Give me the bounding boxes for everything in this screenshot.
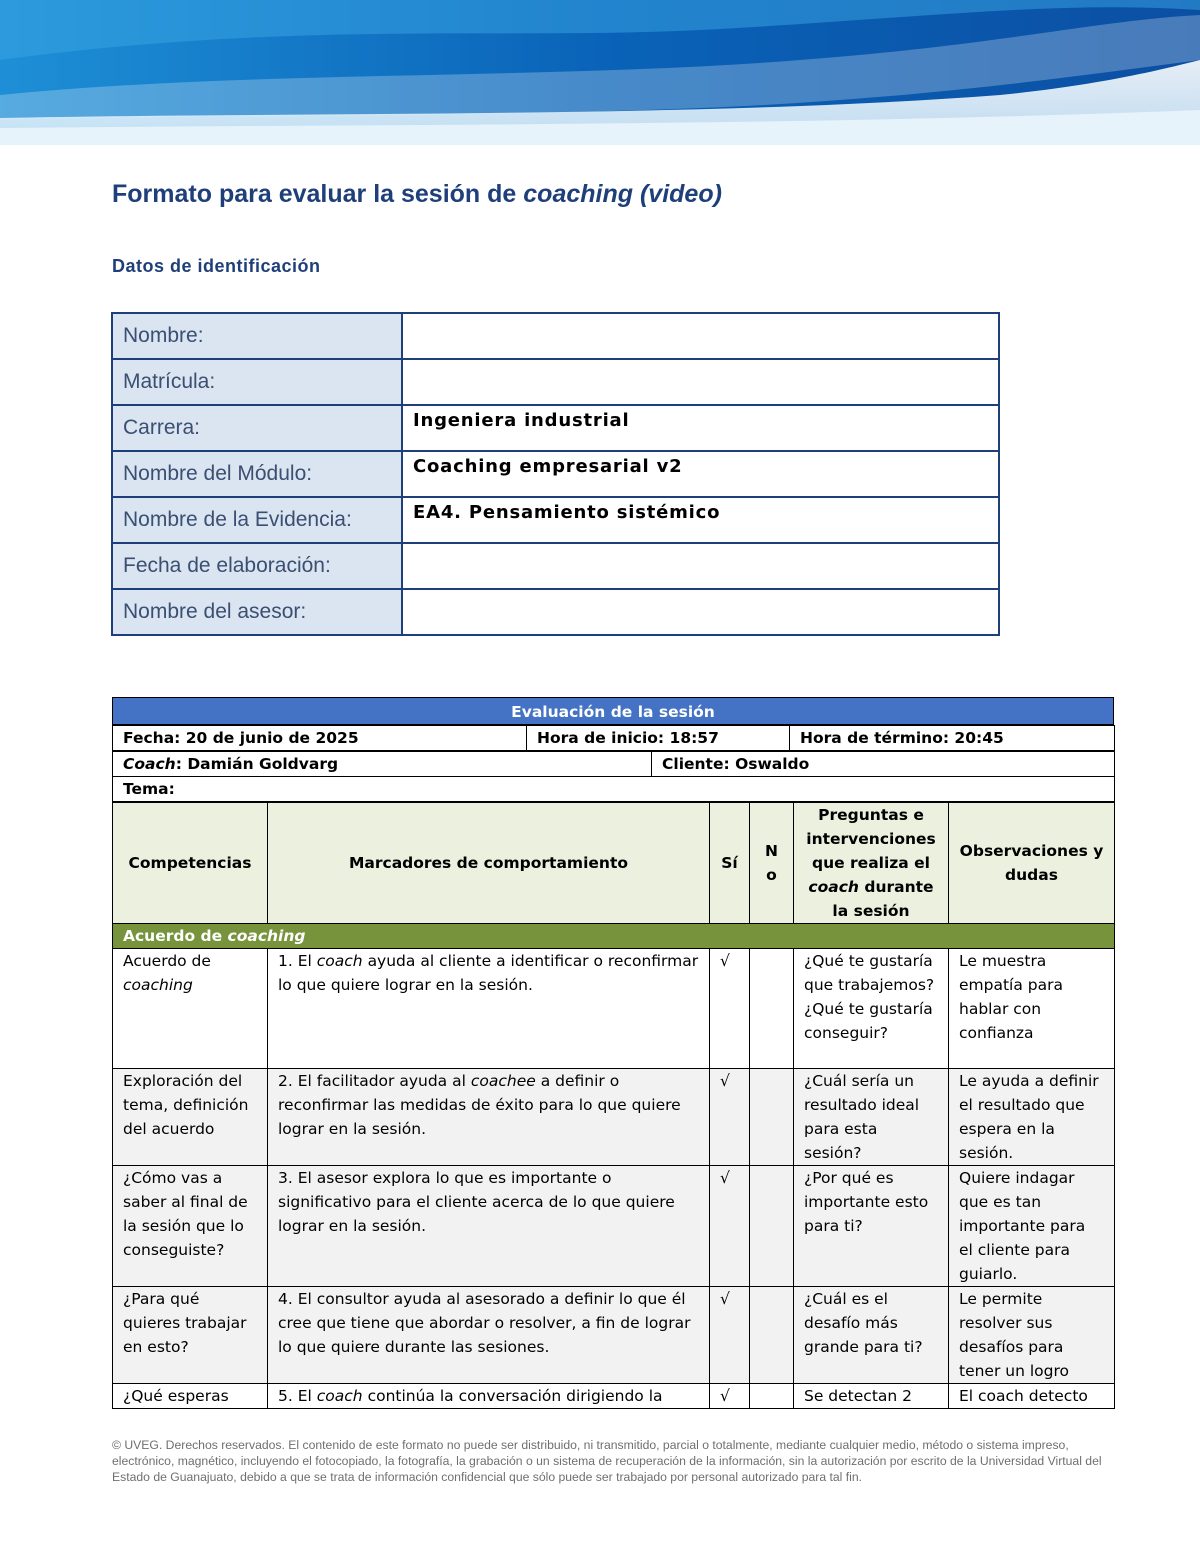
observaciones-cell: Le muestra empatía para hablar con confianza [949,949,1115,1069]
identification-row [112,313,999,359]
competencia-cell: Exploración del tema, definición del acuerdo [113,1069,268,1166]
no-check-cell[interactable] [750,1166,794,1287]
banner-wave-graphic [0,0,1200,145]
marcador-cell: 5. El coach continúa la conversación dirigiendo la [268,1384,710,1409]
observaciones-cell: El coach detecto [949,1384,1115,1409]
preguntas-cell: ¿Por qué es importante esto para ti? [794,1166,949,1287]
col-competencias: Competencias [113,803,268,924]
identification-table [111,312,1000,636]
evaluation-header: Evaluación de la sesión [112,697,1114,725]
table-row [113,1287,1115,1384]
competencies-table [112,802,1115,1409]
preguntas-cell: ¿Cuál es el desafío más grande para ti? [794,1287,949,1384]
identification-value[interactable] [402,589,999,635]
identification-label: Fecha de elaboración: [112,543,402,589]
evaluation-table [112,697,1114,1409]
marcador-cell: 2. El facilitador ayuda al coachee a definir o reconfirmar las medidas de éxito para lo que quiere lograr en la sesión. [268,1069,710,1166]
identification-label: Carrera: [112,405,402,451]
identification-value[interactable] [402,359,999,405]
identification-label: Matrícula: [112,359,402,405]
copyright-footer: © UVEG. Derechos reservados. El contenido de este formato no puede ser distribuido, ni transmitido, parcial o totalmente, mediante cualquier medio, método o sistema impreso, electrónico, magnético, incluyendo el fotocopiado, la fotografía, la grabación o un sistema de recuperación de la información, sin la autorización por escrito de la Universidad Virtual del Estado de Guanajuato, debido a que se trata de información confidencial que sólo puede ser trabajado por personal autorizado para tal fin. [112,1438,1102,1484]
table-row [113,1069,1115,1166]
coach-info-table [112,751,1115,802]
col-si: Sí [710,803,750,924]
no-check-cell[interactable] [750,1287,794,1384]
col-observaciones: Observaciones y dudas [949,803,1115,924]
preguntas-cell: Se detectan 2 [794,1384,949,1409]
identification-label: Nombre del Módulo: [112,451,402,497]
hora-inicio-cell: Hora de inicio: 18:57 [527,726,790,751]
preguntas-cell: ¿Qué te gustaría que trabajemos? ¿Qué te gustaría conseguir? [794,949,949,1069]
header-banner [0,0,1200,145]
identification-row [112,451,999,497]
tema-cell: Tema: [113,777,1115,802]
identification-row [112,497,999,543]
col-no: N o [750,803,794,924]
no-check-cell[interactable] [750,1069,794,1166]
observaciones-cell: Quiere indagar que es tan importante para el cliente para guiarlo. [949,1166,1115,1287]
identification-row [112,589,999,635]
identification-row [112,405,999,451]
competencia-cell: Acuerdo de coaching [113,949,268,1069]
si-check-cell[interactable]: √ [710,1287,750,1384]
document-title: Formato para evaluar la sesión de coaching (video) [112,180,722,208]
competencia-cell: ¿Qué esperas [113,1384,268,1409]
identification-value[interactable] [402,313,999,359]
si-check-cell[interactable]: √ [710,1069,750,1166]
si-check-cell[interactable]: √ [710,949,750,1069]
si-check-cell[interactable]: √ [710,1166,750,1287]
marcador-cell: 1. El coach ayuda al cliente a identificar o reconfirmar lo que quiere lograr en la sesión. [268,949,710,1069]
identification-value[interactable]: EA4. Pensamiento sistémico [402,497,999,543]
cliente-cell: Cliente: Oswaldo [652,752,1115,777]
identification-label: Nombre de la Evidencia: [112,497,402,543]
identification-row [112,359,999,405]
identification-value[interactable]: Coaching empresarial v2 [402,451,999,497]
competencia-cell: ¿Para qué quieres trabajar en esto? [113,1287,268,1384]
identification-row [112,543,999,589]
coach-cell: Coach: Damián Goldvarg [113,752,652,777]
table-row [113,1166,1115,1287]
competencia-cell: ¿Cómo vas a saber al final de la sesión que lo conseguiste? [113,1166,268,1287]
no-check-cell[interactable] [750,1384,794,1409]
section-subtitle: Datos de identificación [112,256,321,276]
identification-value[interactable] [402,543,999,589]
session-info-table [112,725,1115,751]
section-acuerdo: Acuerdo de coaching [113,924,1115,949]
identification-value[interactable]: Ingeniera industrial [402,405,999,451]
table-row [113,1384,1115,1409]
table-row [113,949,1115,1069]
si-check-cell[interactable]: √ [710,1384,750,1409]
identification-label: Nombre del asesor: [112,589,402,635]
marcador-cell: 3. El asesor explora lo que es importante o significativo para el cliente acerca de lo que quiere lograr en la sesión. [268,1166,710,1287]
observaciones-cell: Le permite resolver sus desafíos para tener un logro [949,1287,1115,1384]
col-marcadores: Marcadores de comportamiento [268,803,710,924]
observaciones-cell: Le ayuda a definir el resultado que espera en la sesión. [949,1069,1115,1166]
preguntas-cell: ¿Cuál sería un resultado ideal para esta sesión? [794,1069,949,1166]
hora-termino-cell: Hora de término: 20:45 [790,726,1115,751]
col-preguntas: Preguntas e intervenciones que realiza el coach durante la sesión [794,803,949,924]
fecha-cell: Fecha: 20 de junio de 2025 [113,726,527,751]
no-check-cell[interactable] [750,949,794,1069]
marcador-cell: 4. El consultor ayuda al asesorado a definir lo que él cree que tiene que abordar o resolver, a fin de lograr lo que quiere durante las sesiones. [268,1287,710,1384]
identification-label: Nombre: [112,313,402,359]
